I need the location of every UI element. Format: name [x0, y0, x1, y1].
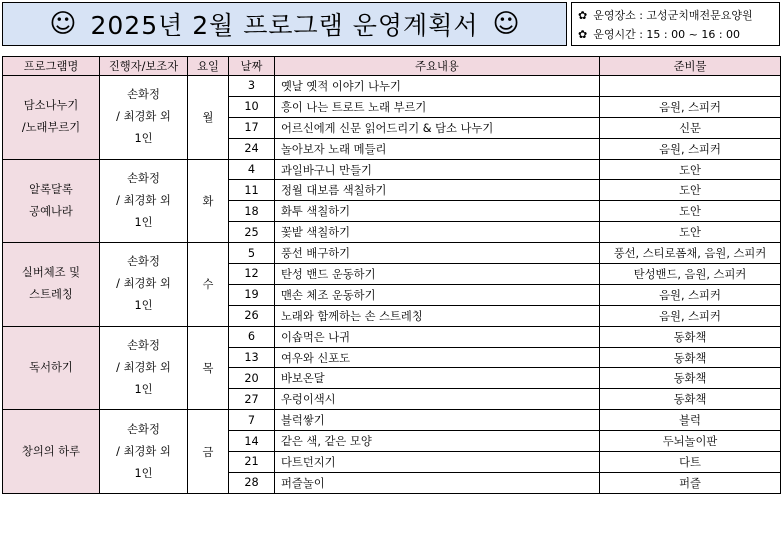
prep-cell: 동화책	[600, 368, 781, 389]
prep-cell: 동화책	[600, 347, 781, 368]
content-cell: 우렁이색시	[275, 389, 600, 410]
table-row	[3, 410, 781, 431]
content-cell: 퍼즐놀이	[275, 472, 600, 493]
content-cell: 노래와 함께하는 손 스트레칭	[275, 305, 600, 326]
content-cell: 블럭쌓기	[275, 410, 600, 431]
date-cell: 25	[229, 222, 275, 243]
info-box	[571, 2, 780, 46]
content-cell: 흥이 나는 트로트 노래 부르기	[275, 96, 600, 117]
day-cell: 화	[188, 159, 229, 243]
table-row	[3, 326, 781, 347]
leader-cell: 손화정 / 최경화 외 1인	[100, 326, 188, 410]
prep-cell: 동화책	[600, 326, 781, 347]
date-cell: 20	[229, 368, 275, 389]
prep-cell: 도안	[600, 159, 781, 180]
prep-cell: 탄성밴드, 음원, 스피커	[600, 264, 781, 285]
col-header-day: 요일	[188, 57, 229, 76]
date-cell: 4	[229, 159, 275, 180]
date-cell: 19	[229, 284, 275, 305]
date-cell: 10	[229, 96, 275, 117]
prep-cell: 음원, 스피커	[600, 305, 781, 326]
date-cell: 28	[229, 472, 275, 493]
content-cell: 정월 대보름 색칠하기	[275, 180, 600, 201]
col-header-program: 프로그램명	[3, 57, 100, 76]
leader-cell: 손화정 / 최경화 외 1인	[100, 76, 188, 160]
prep-cell: 동화책	[600, 389, 781, 410]
content-cell: 다트던지기	[275, 452, 600, 473]
col-header-date: 날짜	[229, 57, 275, 76]
date-cell: 21	[229, 452, 275, 473]
prep-cell: 도안	[600, 222, 781, 243]
prep-cell: 풍선, 스티로폼채, 음원, 스피커	[600, 243, 781, 264]
table-row	[3, 76, 781, 97]
table-row	[3, 243, 781, 264]
smiley-left-icon: ☺	[49, 9, 77, 39]
date-cell: 6	[229, 326, 275, 347]
flower-bullet-icon: ✿	[578, 9, 588, 22]
leader-cell: 손화정 / 최경화 외 1인	[100, 243, 188, 327]
col-header-content: 주요내용	[275, 57, 600, 76]
date-cell: 17	[229, 117, 275, 138]
content-cell: 꽃밭 색칠하기	[275, 222, 600, 243]
program-name-cell: 알록달록 공예나라	[3, 159, 100, 243]
table-row	[3, 159, 781, 180]
leader-cell: 손화정 / 최경화 외 1인	[100, 410, 188, 494]
prep-cell: 두뇌놀이판	[600, 431, 781, 452]
header	[2, 2, 780, 46]
date-cell: 18	[229, 201, 275, 222]
date-cell: 24	[229, 138, 275, 159]
prep-cell: 퍼즐	[600, 472, 781, 493]
leader-cell: 손화정 / 최경화 외 1인	[100, 159, 188, 243]
prep-cell	[600, 76, 781, 97]
smiley-right-icon: ☺	[492, 9, 520, 39]
day-cell: 수	[188, 243, 229, 327]
schedule-table	[2, 56, 781, 494]
content-cell: 맨손 체조 운동하기	[275, 284, 600, 305]
program-name-cell: 창의의 하루	[3, 410, 100, 494]
program-name-cell: 담소나누기 /노래부르기	[3, 76, 100, 160]
prep-cell: 도안	[600, 201, 781, 222]
col-header-leader: 진행자/보조자	[100, 57, 188, 76]
prep-cell: 음원, 스피커	[600, 284, 781, 305]
info-time	[578, 25, 773, 44]
content-cell: 화투 색칠하기	[275, 201, 600, 222]
program-name-cell: 실버체조 및 스트레칭	[3, 243, 100, 327]
date-cell: 5	[229, 243, 275, 264]
program-name-cell: 독서하기	[3, 326, 100, 410]
day-cell: 목	[188, 326, 229, 410]
info-location-text: 운영장소 : 고성군치매전문요양원	[593, 9, 753, 22]
content-cell: 과일바구니 만들기	[275, 159, 600, 180]
content-cell: 바보온달	[275, 368, 600, 389]
date-cell: 26	[229, 305, 275, 326]
day-cell: 금	[188, 410, 229, 494]
prep-cell: 음원, 스피커	[600, 138, 781, 159]
date-cell: 11	[229, 180, 275, 201]
page-title: 2025년 2월 프로그램 운영계획서	[90, 11, 479, 40]
content-cell: 놀아보자 노래 메들리	[275, 138, 600, 159]
day-cell: 월	[188, 76, 229, 160]
content-cell: 옛날 옛적 이야기 나누기	[275, 76, 600, 97]
prep-cell: 도안	[600, 180, 781, 201]
prep-cell: 신문	[600, 117, 781, 138]
info-time-text: 운영시간 : 15 : 00 ~ 16 : 00	[593, 28, 741, 41]
info-location	[578, 6, 773, 25]
date-cell: 13	[229, 347, 275, 368]
content-cell: 탄성 밴드 운동하기	[275, 264, 600, 285]
content-cell: 이솝먹은 나귀	[275, 326, 600, 347]
title-box	[2, 2, 567, 46]
flower-bullet-icon: ✿	[578, 28, 588, 41]
content-cell: 같은 색, 같은 모양	[275, 431, 600, 452]
date-cell: 3	[229, 76, 275, 97]
content-cell: 여우와 신포도	[275, 347, 600, 368]
table-header-row	[3, 57, 781, 76]
content-cell: 어르신에게 신문 읽어드리기 & 담소 나누기	[275, 117, 600, 138]
col-header-prep: 준비물	[600, 57, 781, 76]
prep-cell: 다트	[600, 452, 781, 473]
date-cell: 14	[229, 431, 275, 452]
prep-cell: 음원, 스피커	[600, 96, 781, 117]
content-cell: 풍선 배구하기	[275, 243, 600, 264]
prep-cell: 블럭	[600, 410, 781, 431]
schedule-body	[3, 76, 781, 494]
date-cell: 12	[229, 264, 275, 285]
date-cell: 27	[229, 389, 275, 410]
date-cell: 7	[229, 410, 275, 431]
